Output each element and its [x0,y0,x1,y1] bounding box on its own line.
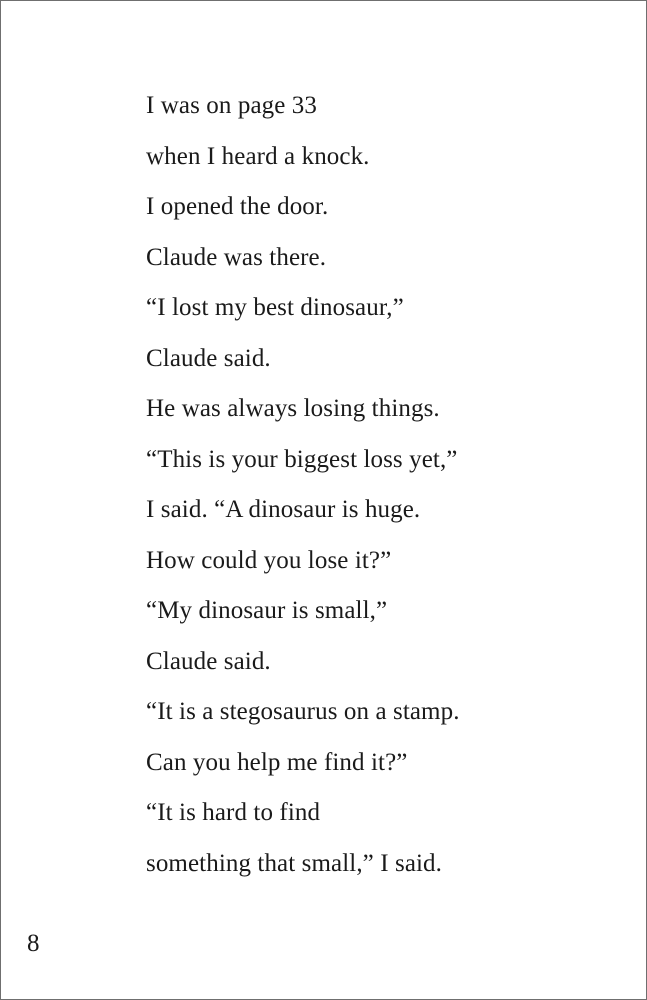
story-line: I opened the door. [146,193,329,220]
story-line: Claude said. [146,647,271,675]
story-line: Can you help me find it?” [146,748,408,776]
story-line: “It is a stegosaurus on a stamp. [146,698,460,725]
story-text [146,81,460,889]
story-line: Claude said. [146,344,271,372]
story-line: I was on page 33 [146,92,317,119]
story-line: when I heard a knock. [146,142,370,170]
story-line: “This is your biggest loss yet,” [146,445,458,473]
story-line: Claude was there. [146,243,327,271]
story-line: “I lost my best dinosaur,” [146,294,404,321]
story-line: He was always losing things. [146,395,440,422]
story-line: How could you lose it?” [146,546,392,574]
story-line: something that small,” I said. [146,849,443,877]
story-line: “My dinosaur is small,” [146,597,388,624]
page-number: 8 [27,930,40,957]
story-line: I said. “A dinosaur is huge. [146,496,421,523]
story-line: “It is hard to find [146,799,321,826]
